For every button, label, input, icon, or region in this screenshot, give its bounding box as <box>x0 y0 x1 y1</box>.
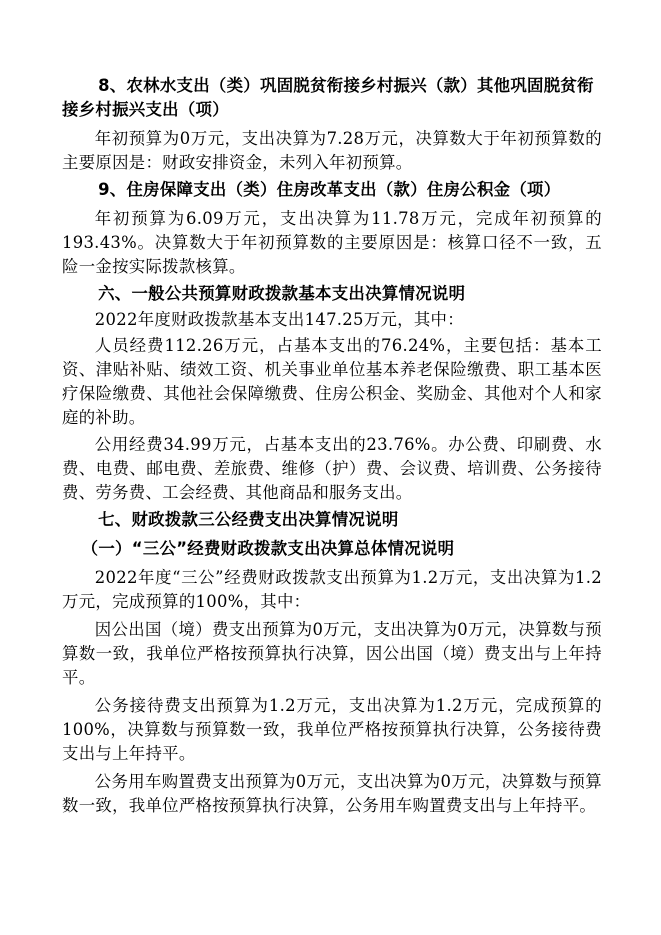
section-heading-housing: 9、住房保障支出（类）住房改革支出（款）住房公积金（项） <box>98 180 561 199</box>
paragraph-housing-budget: 年初预算为6.09万元，支出决算为11.78万元，完成年初预算的193.43%。决算数大于年初预算数的主要原因是：核算口径不一致，五险一金按实际拨款核算。 <box>62 209 602 276</box>
section-heading-three-public: 七、财政拨款三公经费支出决算情况说明 <box>98 510 399 529</box>
paragraph-official-reception: 公务接待费支出预算为1.2万元，支出决算为1.2万元，完成预算的100%，决算数与预算数一致，我单位严格按预算执行决算，公务接待费支出与上年持平。 <box>62 696 602 763</box>
subsection-heading-three-public-overview: （一）“三公”经费财政拨款支出决算总体情况说明 <box>81 539 455 558</box>
paragraph-public-expenses: 公用经费34.99万元，占基本支出的23.76%。办公费、印刷费、水费、电费、邮电费、差旅费、维修（护）费、会议费、培训费、公务接待费、劳务费、工会经费、其他商品和服务支出。 <box>62 435 602 502</box>
paragraph-vehicle-purchase: 公务用车购置费支出预算为0万元，支出决算为0万元，决算数与预算数一致，我单位严格按预算执行决算，公务用车购置费支出与上年持平。 <box>62 772 602 815</box>
document-page <box>62 74 602 821</box>
paragraph-basic-expenditure-total: 2022年度财政拨款基本支出147.25万元，其中： <box>94 310 464 329</box>
paragraph-overseas-travel: 因公出国（境）费支出预算为0万元，支出决算为0万元，决算数与预算数一致，我单位严格按预算执行决算，因公出国（境）费支出与上年持平。 <box>62 620 602 687</box>
section-heading-basic-expenditure: 六、一般公共预算财政拨款基本支出决算情况说明 <box>98 284 466 303</box>
section-heading-agriculture: 8、农林水支出（类）巩固脱贫衔接乡村振兴（款）其他巩固脱贫衔接乡村振兴支出（项） <box>62 76 594 119</box>
paragraph-agriculture-budget: 年初预算为0万元，支出决算为7.28万元，决算数大于年初预算数的主要原因是：财政安排资金，未列入年初预算。 <box>62 129 602 172</box>
paragraph-personnel-expenses: 人员经费112.26万元，占基本支出的76.24%，主要包括：基本工资、津贴补贴、绩效工资、机关事业单位基本养老保险缴费、职工基本医疗保险缴费、其他社会保障缴费、住房公积金、奖励金、其他对个人和家庭的补助。 <box>62 336 602 427</box>
paragraph-three-public-total: 2022年度“三公”经费财政拨款支出预算为1.2万元，支出决算为1.2万元，完成预算的100%，其中： <box>62 568 602 611</box>
